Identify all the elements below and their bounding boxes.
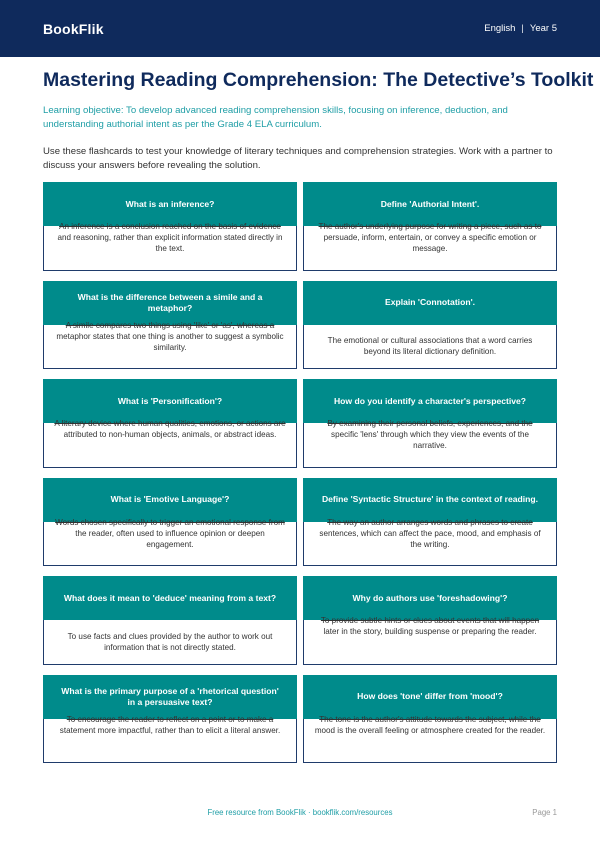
question-text: Why do authors use 'foreshadowing'? xyxy=(352,592,508,603)
flashcard-answer xyxy=(303,517,557,567)
learning-objective: Learning objective: To develop advanced reading comprehension skills, focusing on inference, deduction, and understanding authorial intent as per the Grade 4 ELA curriculum. xyxy=(43,105,508,130)
flashcard-question xyxy=(43,281,297,325)
main-content xyxy=(0,68,600,172)
flashcard xyxy=(303,281,557,370)
flashcard-answer xyxy=(43,620,297,665)
flashcard xyxy=(43,281,297,370)
answer-text: The author's underlying purpose for writing a piece, such as to persuade, inform, entertain, or convey a specific emotion or message. xyxy=(318,222,542,253)
header-meta xyxy=(484,23,557,34)
flashcard-question xyxy=(303,281,557,325)
flashcard-answer xyxy=(303,325,557,370)
flashcard xyxy=(43,379,297,468)
flashcard-grid xyxy=(43,182,557,763)
flashcard-question xyxy=(303,675,557,719)
brand-logo[interactable]: BookFlik xyxy=(43,20,104,37)
answer-text: To provide subtle hints or clues about events that will happen later in the story, building suspense or preparing the reader. xyxy=(320,616,540,636)
question-text: Define 'Authorial Intent'. xyxy=(380,198,480,209)
flashcard xyxy=(43,576,297,665)
question-text: What is the primary purpose of a 'rhetorical question' in a persuasive text? xyxy=(61,685,279,707)
flashcard xyxy=(43,478,297,567)
answer-text: The emotional or cultural associations that a word carries beyond its literal dictionary definition. xyxy=(327,336,533,357)
flashcard-question xyxy=(303,478,557,522)
answer-text: To encourage the reader to reflect on a point or to make a statement more impactful, rather than to elicit a literal answer. xyxy=(59,714,281,735)
question-text: Define 'Syntactic Structure' in the context of reading. xyxy=(321,494,539,504)
answer-text: The tone is the author's attitude towards the subject, while the mood is the overall feeling or atmosphere created for the reader. xyxy=(314,714,546,735)
flashcard-answer xyxy=(303,616,557,665)
footer-link[interactable]: Free resource from BookFlik · bookflik.com/resources xyxy=(207,808,393,817)
language-label: English xyxy=(484,23,516,34)
answer-text: An inference is a conclusion reached on the basis of evidence and reasoning, rather than explicit information stated directly in the text. xyxy=(57,222,283,253)
intro-text: Use these flashcards to test your knowledge of literary techniques and comprehension strategies. Work with a partner to discuss your answers before revealing the solution. xyxy=(43,146,553,171)
question-text: What is 'Emotive Language'? xyxy=(110,494,230,504)
flashcard xyxy=(303,379,557,468)
flashcard-answer xyxy=(43,714,297,764)
flashcard-question xyxy=(43,675,297,719)
flashcard xyxy=(303,478,557,567)
flashcard-question xyxy=(43,182,297,226)
page-number: Page 1 xyxy=(532,808,557,817)
answer-text: A simile compares two things using 'like' or 'as', whereas a metaphor states that one thing is another to suggest a symbolic similarity. xyxy=(56,320,284,352)
question-text: What is an inference? xyxy=(125,198,215,209)
question-text: What does it mean to 'deduce' meaning from a text? xyxy=(63,592,277,603)
question-text: What is the difference between a simile and a metaphor? xyxy=(77,291,263,313)
page-title: Mastering Reading Comprehension: The Detective’s Toolkit xyxy=(43,69,594,91)
year-label: Year 5 xyxy=(529,23,557,34)
flashcard-question xyxy=(303,576,557,620)
flashcard-answer xyxy=(303,714,557,764)
flashcard xyxy=(303,675,557,764)
question-text: How do you identify a character's perspective? xyxy=(333,395,527,406)
footer xyxy=(0,808,600,820)
flashcard-question xyxy=(43,379,297,423)
flashcard-answer xyxy=(43,517,297,567)
answer-text: To use facts and clues provided by the author to work out information that is not directly stated. xyxy=(67,631,273,652)
header-separator: | xyxy=(521,23,524,34)
flashcard-question xyxy=(303,182,557,226)
flashcard-answer xyxy=(303,419,557,468)
flashcard-question xyxy=(303,379,557,423)
flashcard xyxy=(43,182,297,271)
answer-text: Words chosen specifically to trigger an emotional response from the reader, often used to influence opinion or deepen engagement. xyxy=(55,517,285,549)
answer-text: A literary device where human qualities, emotions, or actions are attributed to non-human objects, animals, or abstract ideas. xyxy=(54,419,286,439)
answer-text: By examining their personal beliefs, experiences, and the specific 'lens' through which they view the events of the narrative. xyxy=(327,419,533,450)
flashcard xyxy=(303,182,557,271)
flashcard-answer xyxy=(303,222,557,271)
question-text: Explain 'Connotation'. xyxy=(384,297,476,307)
flashcard-question xyxy=(43,478,297,522)
flashcard xyxy=(303,576,557,665)
flashcard-answer xyxy=(43,419,297,468)
flashcard-answer xyxy=(43,320,297,370)
header-bar xyxy=(0,0,600,57)
question-text: What is 'Personification'? xyxy=(117,395,223,406)
flashcard-question xyxy=(43,576,297,620)
answer-text: The way an author arranges words and phrases to create sentences, which can affect the pace, mood, and emphasis of the writing. xyxy=(319,517,541,549)
question-text: How does 'tone' differ from 'mood'? xyxy=(357,691,503,701)
flashcard xyxy=(43,675,297,764)
flashcard-answer xyxy=(43,222,297,271)
